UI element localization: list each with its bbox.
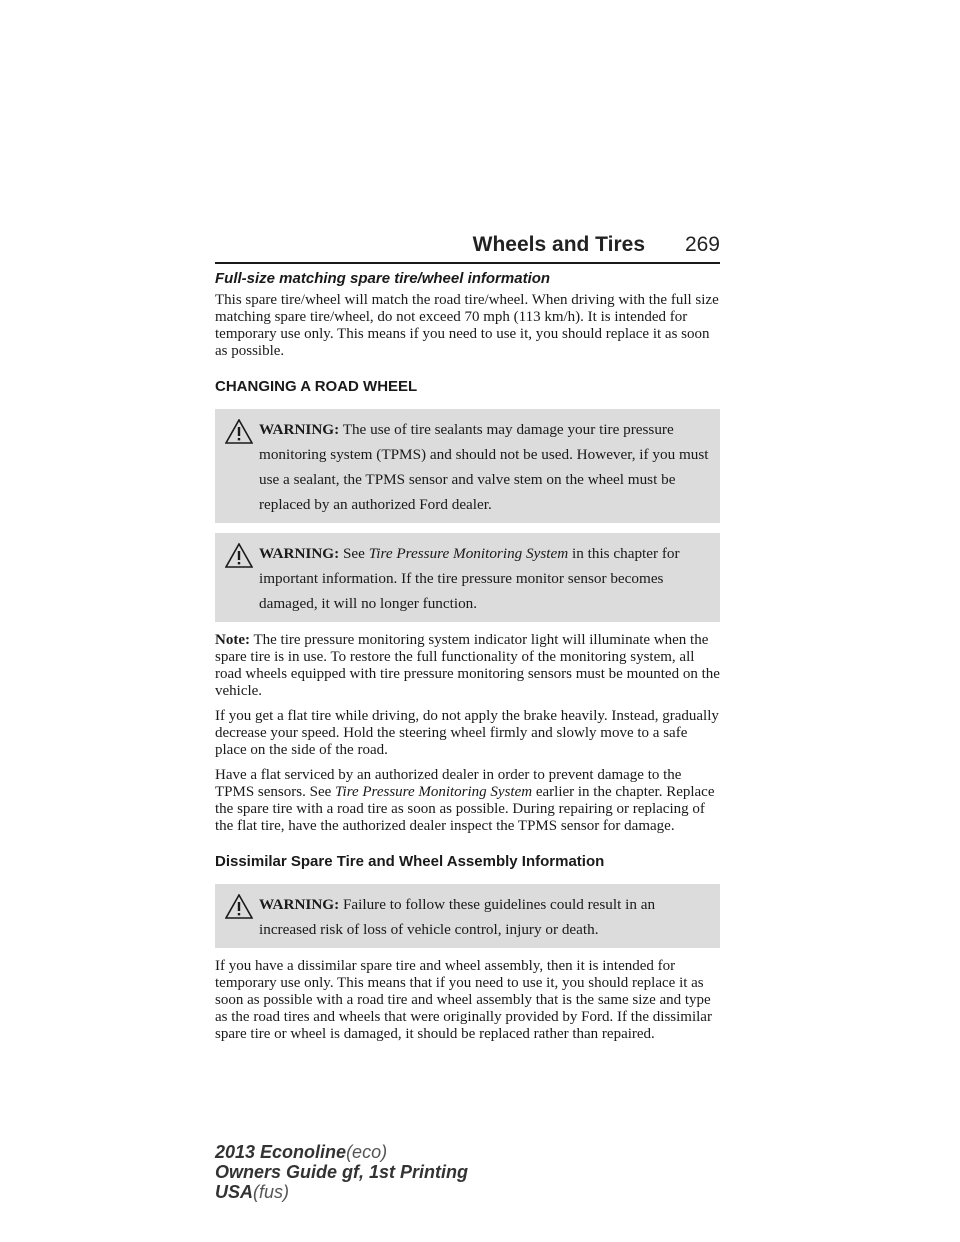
footer-edition: Owners Guide gf, 1st Printing: [215, 1162, 469, 1182]
warning-text: in this chapter for important information. If the tire pressure monitor sensor becomes damaged, it will no longer function.: [259, 545, 680, 612]
footer-model-code: (eco): [346, 1142, 388, 1162]
flat-tire-paragraph: If you get a flat tire while driving, do not apply the brake heavily. Instead, gradually decrease your speed. Hold the steering wheel firmly and slowly move to a safe place on the side of the road.: [215, 708, 719, 758]
fullsize-body: This spare tire/wheel will match the road tire/wheel. When driving with the full size matching spare tire/wheel, do not exceed 70 mph (113 km/h). It is intended for temporary use only. This means if you need to use it, you should replace it as soon as possible.: [215, 292, 719, 359]
warning-box-sealant: [215, 409, 720, 523]
warning-label: WARNING:: [259, 421, 340, 438]
note-text: The tire pressure monitoring system indicator light will illuminate when the spare tire is in use. To restore the full functionality of the monitoring system, all road wheels equipped with tire pressure monitoring sensors must be mounted on the vehicle.: [215, 632, 720, 699]
warning-triangle-icon: [225, 543, 253, 568]
fullsize-heading: Full-size matching spare tire/wheel information: [215, 270, 551, 287]
warning-triangle-icon: [225, 894, 253, 919]
dissimilar-body: If you have a dissimilar spare tire and wheel assembly, then it is intended for temporary use only. This means that if you need to use it, you should replace it as soon as possible with a road tire and wheel assembly that is the same size and type as the road tires and wheels that were originally provided by Ford. If the dissimilar spare tire or wheel is damaged, it should be replaced rather than repaired.: [215, 958, 712, 1042]
cross-reference: Tire Pressure Monitoring System: [335, 784, 533, 800]
footer-model: 2013 Econoline: [215, 1142, 347, 1162]
page-number: 269: [684, 233, 720, 256]
note-paragraph: [215, 632, 720, 700]
service-paragraph: Have a flat serviced by an authorized dealer in order to prevent damage to the TPMS sensors. See Tire Pressure Monitoring System earlier in the chapter. Replace the spare tire with a road tire as soon as possible. During repairing or replacing of the flat tire, have the authorized dealer inspect the TPMS sensor for damage.: [215, 767, 715, 834]
warning-see: See: [342, 545, 365, 562]
warning-box-tpms: [215, 533, 720, 622]
changing-heading: CHANGING A ROAD WHEEL: [215, 378, 418, 395]
page-header: [215, 228, 720, 264]
page-footer: [215, 1142, 468, 1202]
section-title: Wheels and Tires: [472, 233, 645, 256]
page-content: [215, 270, 720, 1051]
warning-triangle-icon: [225, 419, 253, 444]
dissimilar-heading: Dissimilar Spare Tire and Wheel Assembly Information: [215, 853, 605, 870]
warning-label: WARNING:: [259, 896, 340, 913]
warning-text: Failure to follow these guidelines could result in an increased risk of loss of vehicle control, injury or death.: [259, 896, 656, 938]
warning-box-dissimilar: [215, 884, 720, 948]
footer-market: USA: [215, 1182, 254, 1202]
warning-label: WARNING:: [259, 545, 340, 562]
note-label: Note:: [215, 632, 250, 648]
warning-text: The use of tire sealants may damage your tire pressure monitoring system (TPMS) and should not be used. However, if you must use a sealant, the TPMS sensor and valve stem on the wheel must be replaced by an authorized Ford dealer.: [259, 421, 709, 513]
cross-reference: Tire Pressure Monitoring System: [368, 545, 569, 562]
footer-market-code: (fus): [253, 1182, 290, 1202]
